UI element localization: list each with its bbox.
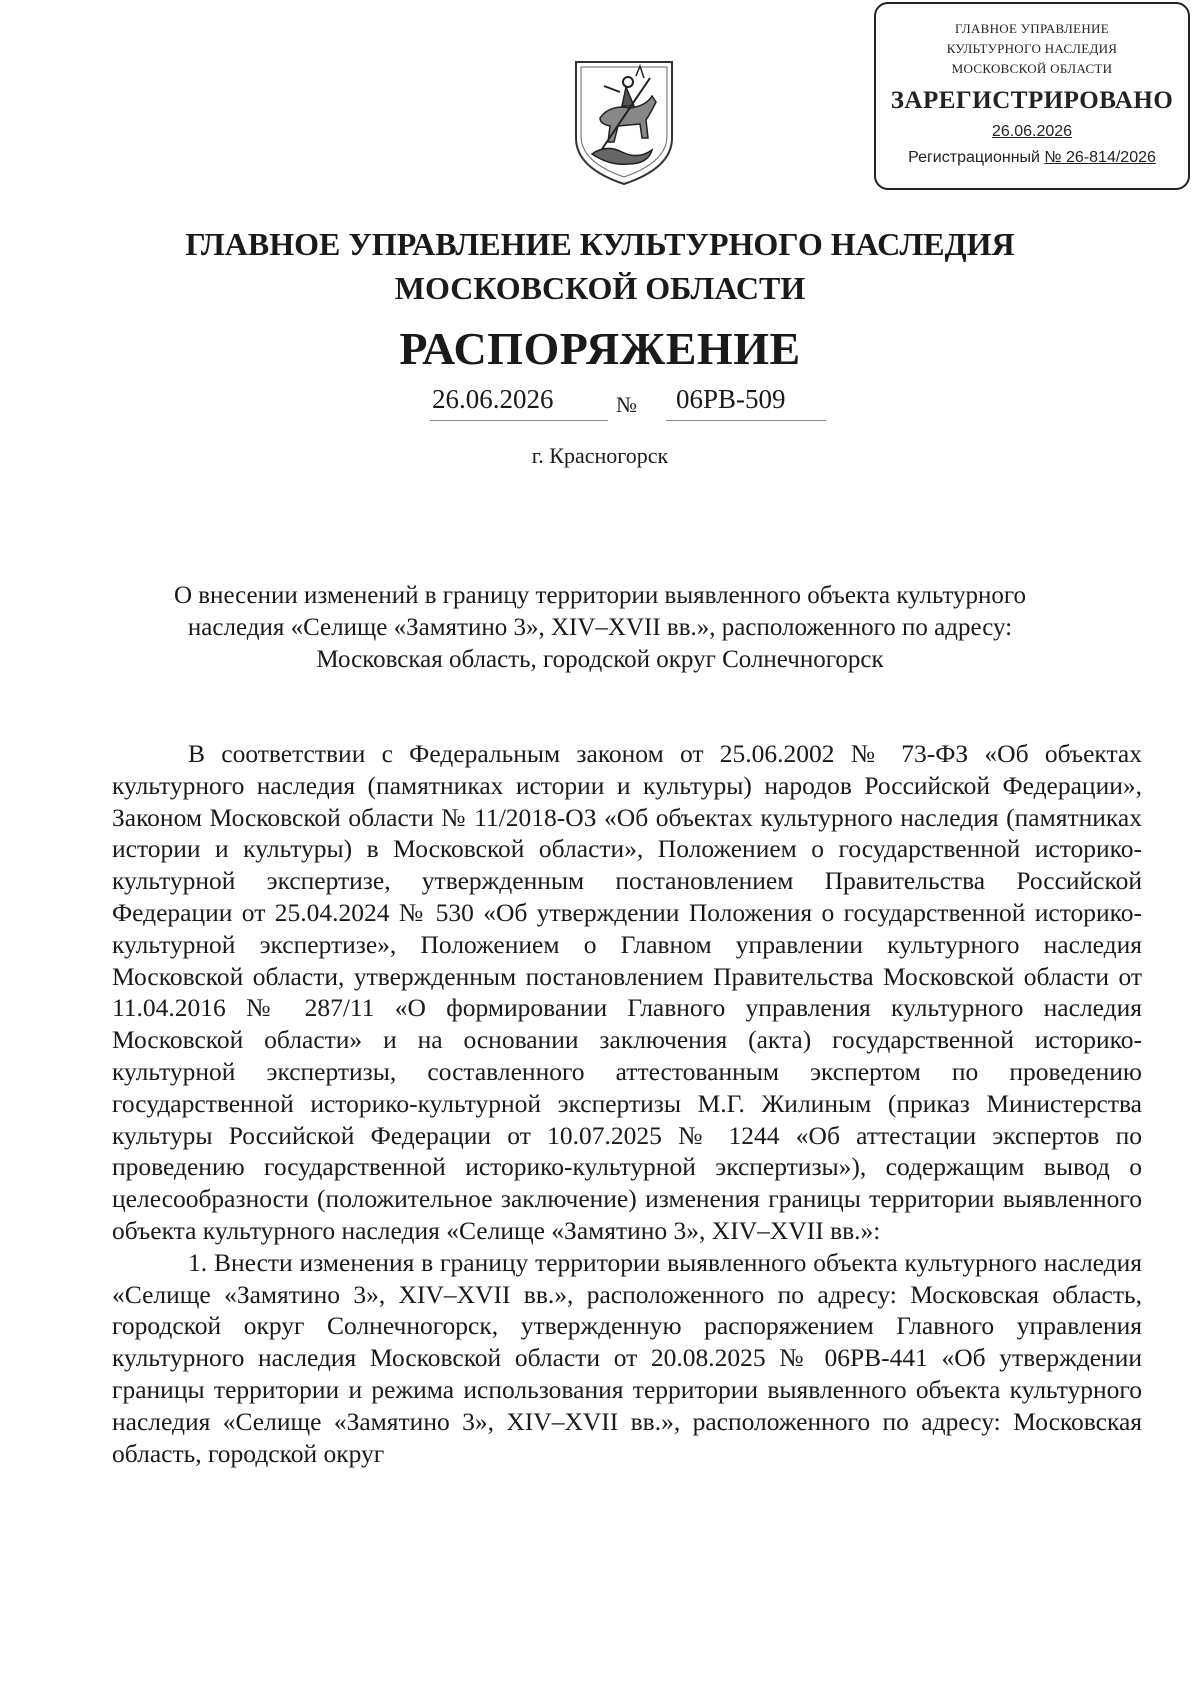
body-paragraph-1: В соответствии с Федеральным законом от 25.06.2002 № 73-ФЗ «Об объектах культурного наследия (памятниках истории и культуры) народов Российской Федерации», Законом Московской области № 11/2018-ОЗ «Об объектах культурного наследия (памятниках истории и культуры) в Московской области», Положением о государственной историко-культурной экспертизе, утвержденным постановлением Правительства Российской Федерации от 25.04.2024 № 530 «Об утверждении Положения о государственной историко-культурной экспертизе», Положением о Главном управлении культурного наследия Московской области, утвержденным постановлением Правительства Московской области от 11.04.2016 № 287/11 «О формировании Главного управления культурного наследия Московской области» и на основании заключения (акта) государственной историко-культурной экспертизы, составленного аттестованным экспертом по проведению государственной историко-культурной экспертизы М.Г. Жилиным (приказ Министерства культуры Российской Федерации от 10.07.2025 № 1244 «Об аттестации экспертов по проведению государственной историко-культурной экспертизы»), содержащим вывод о целесообразности (положительное заключение) изменения границы территории выявленного объекта культурного наследия «Селище «Замятино 3», XIV–XVII вв.»:: [112, 739, 1142, 1245]
stamp-org-line2: КУЛЬТУРНОГО НАСЛЕДИЯ: [946, 41, 1118, 56]
document-city: г. Красногорск: [531, 443, 669, 468]
stamp-registration-number: [876, 149, 1188, 167]
number-underline: [666, 420, 826, 421]
stamp-reg-label: Регистрационный: [908, 149, 1040, 166]
body-paragraph-2: 1. Внести изменения в границу территории выявленного объекта культурного наследия «Селище «Замятино 3», XIV–XVII вв.», расположенного по адресу: Московская область, городской округ Солнечногорск, утвержденную распоряжением Главного управления культурного наследия Московской области от 20.08.2025 № 06РВ-441 «Об утверждении границы территории и режима использования территории выявленного объекта культурного наследия «Селище «Замятино 3», XIV–XVII вв.», расположенного по адресу: Московская область, городской округ: [112, 1247, 1142, 1468]
number-sign: №: [616, 392, 637, 417]
stamp-date: 26.06.2026: [991, 123, 1073, 140]
subject-line2: наследия «Селище «Замятино 3», XIV–XVII вв.», расположенного по адресу:: [187, 614, 1013, 641]
stamp-status: ЗАРЕГИСТРИРОВАНО: [890, 87, 1174, 114]
date-number-line: [430, 384, 830, 424]
stamp-organization: [876, 19, 1188, 79]
stamp-org-line3: МОСКОВСКОЙ ОБЛАСТИ: [951, 61, 1113, 76]
registration-stamp: [874, 2, 1190, 190]
subject-line3: Московская область, городской округ Солнечногорск: [316, 646, 884, 673]
document-number: 06РВ-509: [676, 384, 786, 414]
organization-title-line2: МОСКОВСКОЙ ОБЛАСТИ: [394, 270, 806, 306]
organization-title-line1: ГЛАВНОЕ УПРАВЛЕНИЕ КУЛЬТУРНОГО НАСЛЕДИЯ: [185, 226, 1015, 262]
subject-line1: О внесении изменений в границу территории выявленного объекта культурного: [173, 582, 1027, 609]
stamp-reg-number: № 26-814/2026: [1044, 149, 1156, 166]
document-type: РАСПОРЯЖЕНИЕ: [399, 323, 801, 374]
date-underline: [430, 420, 608, 421]
document-date: 26.06.2026: [432, 384, 554, 414]
organization-title: [100, 222, 1100, 310]
stamp-org-line1: ГЛАВНОЕ УПРАВЛЕНИЕ: [955, 21, 1109, 36]
document-subject: [100, 580, 1100, 676]
document-body: [112, 738, 1142, 1469]
moscow-region-coat-of-arms-icon: [570, 56, 678, 188]
